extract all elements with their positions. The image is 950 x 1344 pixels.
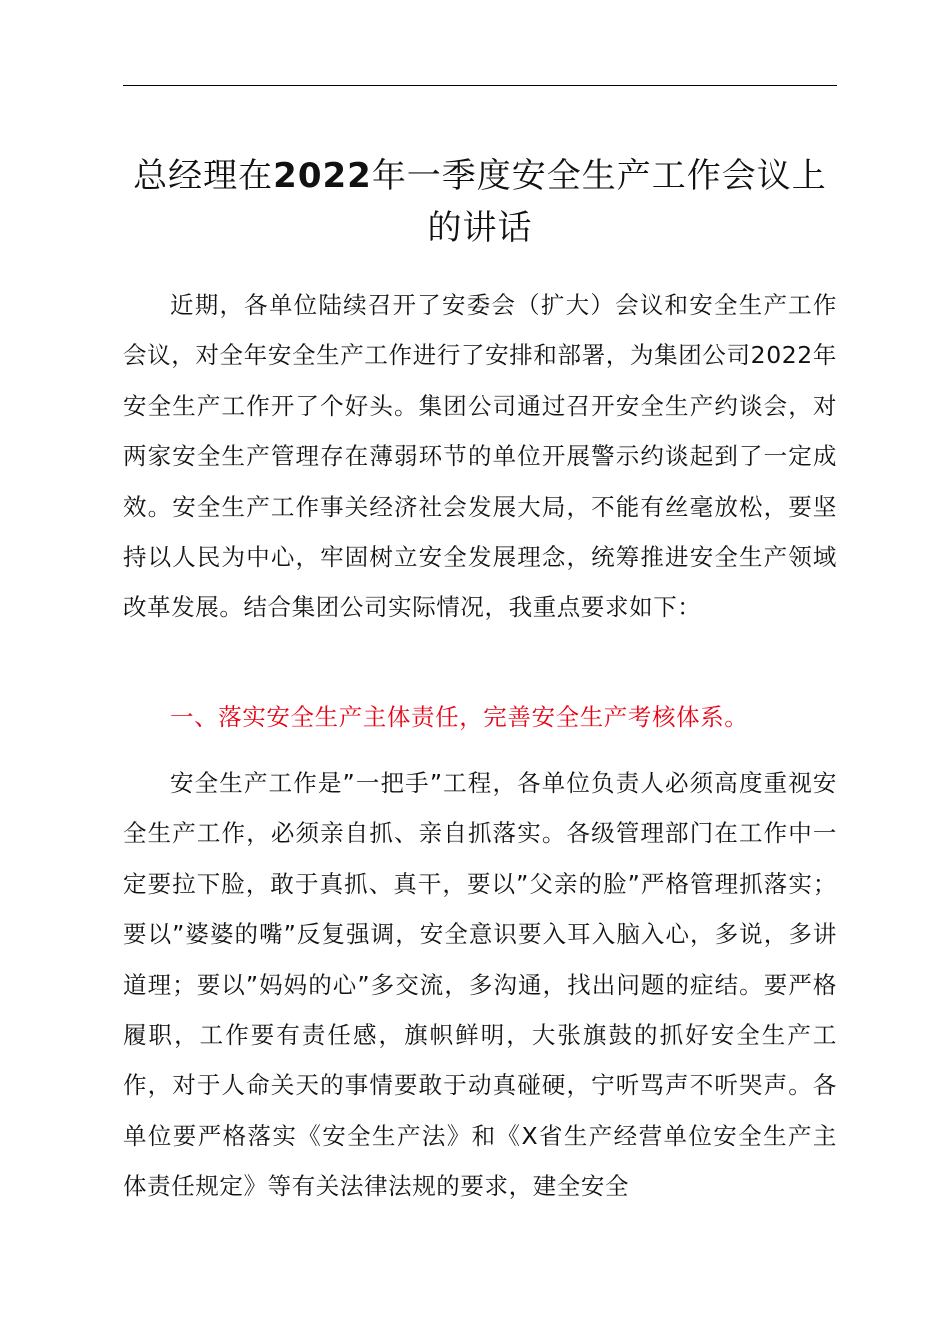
- header-rule: [123, 85, 837, 86]
- title-year: 2022: [273, 156, 372, 196]
- section-1-paragraph: 安全生产工作是”一把手”工程，各单位负责人必须高度重视安全生产工作，必须亲自抓、亲自抓落实。各级管理部门在工作中一定要拉下脸，敢于真抓、真干，要以”父亲的脸”严格管理抓落实；要以”婆婆的嘴”反复强调，安全意识要入耳入脑入心，多说，多讲道理；要以”妈妈的心”多交流，多沟通，找出问题的症结。要严格履职，工作要有责任感，旗帜鲜明，大张旗鼓的抓好安全生产工作，对于人命关天的事情要敢于动真碰硬，宁听骂声不听哭声。各单位要严格落实《安全生产法》和《X省生产经营单位安全生产主体责任规定》等有关法律法规的要求，建全安全: [123, 769, 837, 1201]
- title-part1: 总经理在: [133, 156, 274, 196]
- intro-paragraph: 近期，各单位陆续召开了安委会（扩大）会议和安全生产工作会议，对全年安全生产工作进行了安排和部署，为集团公司2022年安全生产工作开了个好头。集团公司通过召开安全生产约谈会，对两家安全生产管理存在薄弱环节的单位开展警示约谈起到了一定成效。安全生产工作事关经济社会发展大局，不能有丝毫放松，要坚持以人民为中心，牢固树立安全发展理念，统筹推进安全生产领域改革发展。结合集团公司实际情况，我重点要求如下：: [123, 291, 837, 622]
- title-part2: 年一季度安全生产工作会议上的讲话: [371, 156, 827, 248]
- section-1-heading: 一、落实安全生产主体责任，完善安全生产考核体系。: [170, 703, 749, 731]
- document-title: [123, 150, 837, 254]
